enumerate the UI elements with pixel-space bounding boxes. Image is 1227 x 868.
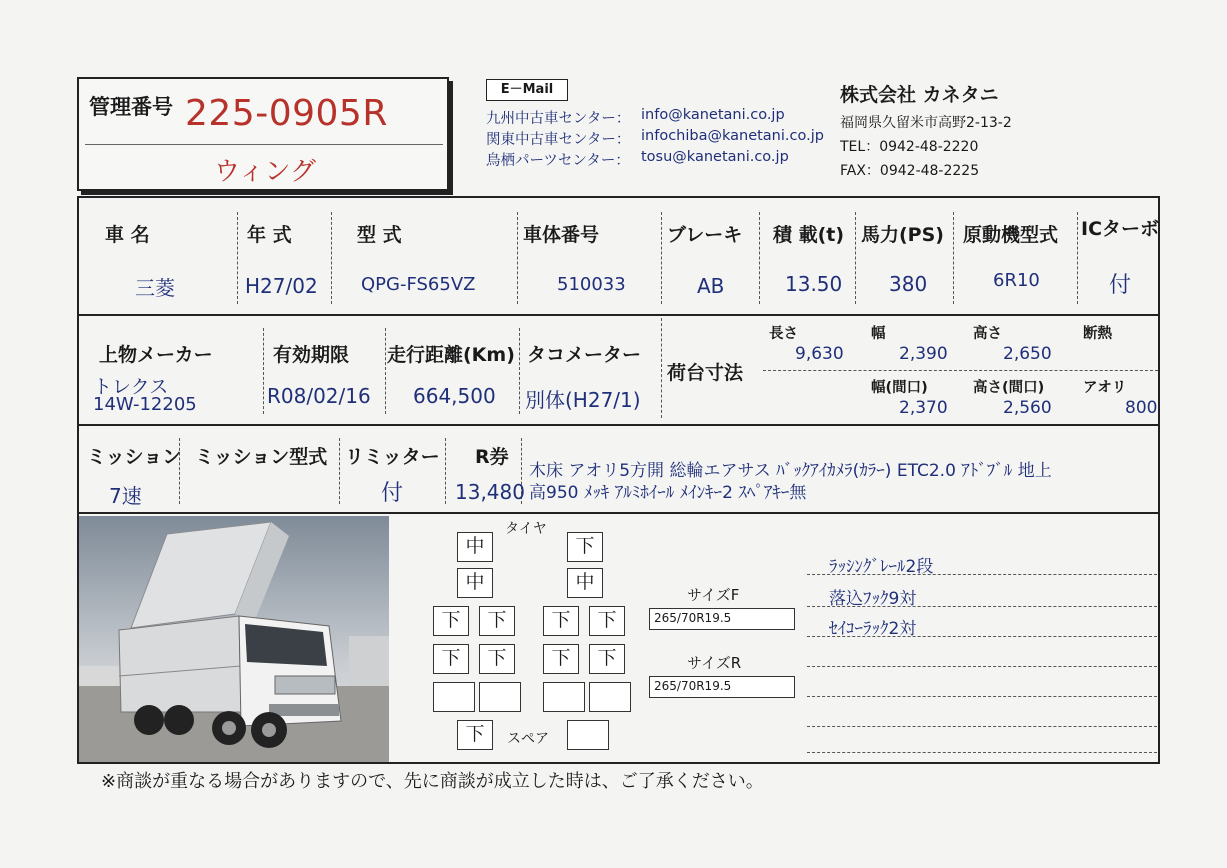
tire-front-left-1: 中 [457,532,493,562]
chassis-label: 車体番号 [523,224,600,246]
equipment-line-1: 木床 アオリ5方開 総輪エアサス ﾊﾞｯｸｱｲｶﾒﾗ(ｶﾗｰ) ETC2.0 ｱﾄﾞﾌﾞﾙ 地上 [529,461,1052,481]
r-ticket-value: 13,480 [455,480,525,504]
tire-rear2-b: 下 [479,644,515,674]
mission-label: ミッション [87,446,182,468]
size-front-value: 265/70R19.5 [649,608,795,630]
email-center-label: 九州中古車センター： [486,111,631,127]
height-label: 高さ [973,326,1002,342]
tire-rear1-c: 下 [543,606,579,636]
body-type: ウィング [214,157,316,187]
col-divider [953,212,954,304]
tacho-value: 別体(H27/1) [525,388,641,412]
horsepower-label: 馬力(PS) [861,224,944,246]
spec-table [77,196,1160,764]
expiry-value: R08/02/16 [267,384,371,408]
model-value: QPG-FS65VZ [361,274,476,295]
tire-rear3-c [543,682,585,712]
note-line [807,636,1157,637]
year-label: 年 式 [247,224,292,246]
truck-photo-graphic [79,516,389,762]
brake-label: ブレーキ [667,224,743,246]
size-rear-label: サイズR [687,654,742,672]
tire-label: タイヤ [505,521,547,537]
size-front-label: サイズF [687,586,740,604]
brake-value: AB [697,274,725,298]
management-box [77,77,449,191]
col-divider [519,328,520,414]
company-name: 株式会社 カネタニ [840,84,999,106]
gate-value: 800 [1125,398,1158,418]
tire-spare-2 [567,720,609,750]
load-value: 13.50 [785,272,843,296]
divider [85,144,443,145]
management-number: 225-0905R [185,93,388,134]
cargo-dimensions-label: 荷台寸法 [667,362,744,384]
r-ticket-label: R券 [475,446,509,468]
mileage-label: 走行距離(Km) [387,344,515,366]
truck-photo [79,516,389,762]
company-fax: FAX：0942-48-2225 [840,163,980,179]
expiry-label: 有効期限 [273,344,350,366]
tire-rear3-a [433,682,475,712]
tacho-label: タコメーター [527,344,642,366]
tire-rear2-d: 下 [589,644,625,674]
col-divider [385,328,386,414]
col-divider [1077,212,1078,304]
chassis-value: 510033 [557,274,626,295]
email-address[interactable]: info@kanetani.co.jp [641,107,785,123]
email-address[interactable]: tosu@kanetani.co.jp [641,149,789,165]
width-label: 幅 [871,326,886,342]
note-1: ﾗｯｼﾝｸﾞﾚｰﾙ2段 [829,557,934,577]
tire-front-left-2: 中 [457,568,493,598]
inner-width-value: 2,370 [899,398,948,418]
note-line [807,726,1157,727]
height-value: 2,650 [1003,344,1052,364]
email-kanto [486,128,824,149]
turbo-label: ICターボ [1081,218,1160,240]
col-divider [339,438,340,504]
inner-height-value: 2,560 [1003,398,1052,418]
tire-rear2-a: 下 [433,644,469,674]
email-address[interactable]: infochiba@kanetani.co.jp [641,128,824,144]
body-maker-code: 14W-12205 [93,394,197,415]
col-divider [855,212,856,304]
tire-rear3-d [589,682,631,712]
note-3: ｾｲｺｰﾗｯｸ2対 [829,619,917,639]
tire-rear2-c: 下 [543,644,579,674]
insulation-label: 断熱 [1083,326,1112,342]
length-label: 長さ [769,326,798,342]
inner-height-label: 高さ(間口) [973,380,1045,396]
mission-type-label: ミッション型式 [195,446,328,468]
model-label: 型 式 [357,224,402,246]
mission-value: 7速 [109,484,142,508]
note-line [807,752,1157,753]
limiter-value: 付 [381,481,404,506]
row-divider [79,314,1158,316]
footer-note: ※商談が重なる場合がありますので、先に商談が成立した時は、ご了承ください。 [101,771,764,792]
col-divider [263,328,264,414]
note-2: 落込ﾌｯｸ9対 [829,589,917,609]
engine-label: 原動機型式 [963,224,1059,246]
note-line [807,606,1157,607]
email-tosu [486,149,789,170]
email-center-label: 鳥栖パーツセンター： [486,153,630,169]
length-value: 9,630 [795,344,844,364]
spare-label: スペア [507,731,549,747]
col-divider [517,212,518,304]
col-divider [237,212,238,304]
load-label: 積 載(t) [773,224,845,246]
body-maker-label: 上物メーカー [99,344,213,366]
equipment-line-2: 高950 ﾒｯｷ ｱﾙﾐﾎｲｰﾙ ﾒｲﾝｷｰ2 ｽﾍﾟｱｷｰ無 [529,483,807,503]
width-value: 2,390 [899,344,948,364]
tire-rear1-b: 下 [479,606,515,636]
gate-label: アオリ [1083,380,1127,396]
row-divider [79,512,1158,514]
company-address: 福岡県久留米市高野2-13-2 [840,115,1012,131]
tire-rear1-d: 下 [589,606,625,636]
management-number-label: 管理番号 [89,95,173,119]
company-tel: TEL：0942-48-2220 [840,139,979,155]
limiter-label: リミッター [345,446,440,468]
tire-rear3-b [479,682,521,712]
tire-front-right-2: 中 [567,568,603,598]
maker-value: 三菱 [135,276,175,300]
size-rear-value: 265/70R19.5 [649,676,795,698]
turbo-value: 付 [1109,273,1132,298]
email-badge: E－Mail [486,79,568,101]
email-center-label: 関東中古車センター： [486,132,631,148]
tire-front-right-1: 下 [567,532,603,562]
maker-label: 車 名 [105,224,150,246]
col-divider [661,318,662,418]
inner-width-label: 幅(間口) [871,380,928,396]
tire-rear1-a: 下 [433,606,469,636]
body-maker-value: トレクス [93,376,169,398]
tire-spare: 下 [457,720,493,750]
email-kyushu [486,107,785,128]
col-divider [759,212,760,304]
horsepower-value: 380 [889,272,928,296]
year-value: H27/02 [245,274,318,298]
note-line [807,666,1157,667]
engine-value: 6R10 [993,270,1040,291]
note-line [807,696,1157,697]
col-divider [661,212,662,304]
row-subdivider [763,370,1158,371]
note-line [807,574,1157,575]
col-divider [331,212,332,304]
col-divider [445,438,446,504]
mileage-value: 664,500 [413,384,496,408]
row-divider [79,424,1158,426]
